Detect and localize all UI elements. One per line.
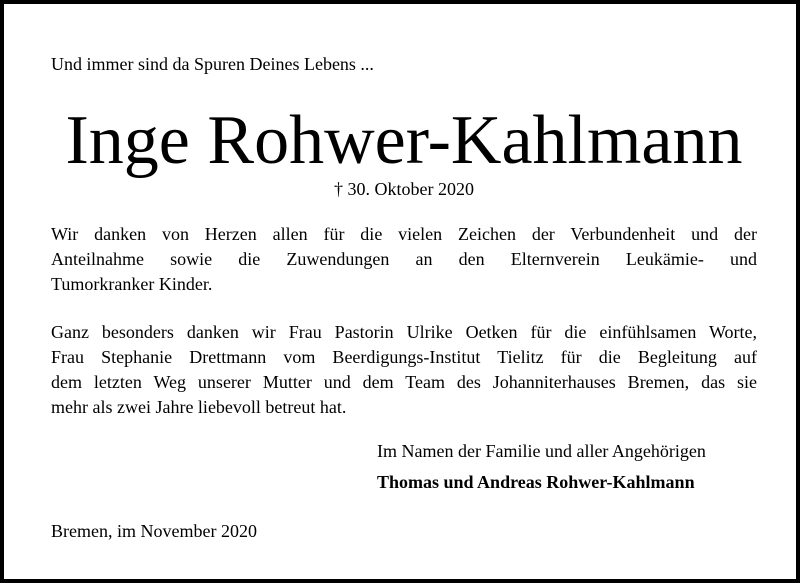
thanks-paragraph-line: Tumorkranker Kinder. xyxy=(51,274,213,294)
special-thanks-line: Frau Stephanie Drettmann vom Beerdigungs-Institut Tielitz für die Begleitung auf xyxy=(51,347,757,367)
special-thanks-paragraph xyxy=(51,320,757,420)
special-thanks-line: mehr als zwei Jahre liebevoll betreut hat. xyxy=(51,397,347,417)
place-date: Bremen, im November 2020 xyxy=(51,521,257,541)
deceased-name: Inge Rohwer-Kahlmann xyxy=(65,102,743,179)
special-thanks-line: dem letzten Weg unserer Mutter und dem Team des Johanniterhauses Bremen, das sie xyxy=(51,372,757,392)
death-date: † 30. Oktober 2020 xyxy=(334,179,474,199)
intro-line: Und immer sind da Spuren Deines Lebens ... xyxy=(51,54,374,74)
thanks-paragraph xyxy=(51,222,757,297)
family-line: Im Namen der Familie und aller Angehörigen xyxy=(377,441,706,461)
special-thanks-line: Ganz besonders danken wir Frau Pastorin Ulrike Oetken für die einfühlsamen Worte, xyxy=(51,322,757,342)
thanks-paragraph-line: Anteilnahme sowie die Zuwendungen an den Elternverein Leukämie- und xyxy=(51,249,757,269)
signers: Thomas und Andreas Rohwer-Kahlmann xyxy=(377,472,695,492)
thanks-paragraph-line: Wir danken von Herzen allen für die vielen Zeichen der Verbundenheit und der xyxy=(51,224,757,244)
